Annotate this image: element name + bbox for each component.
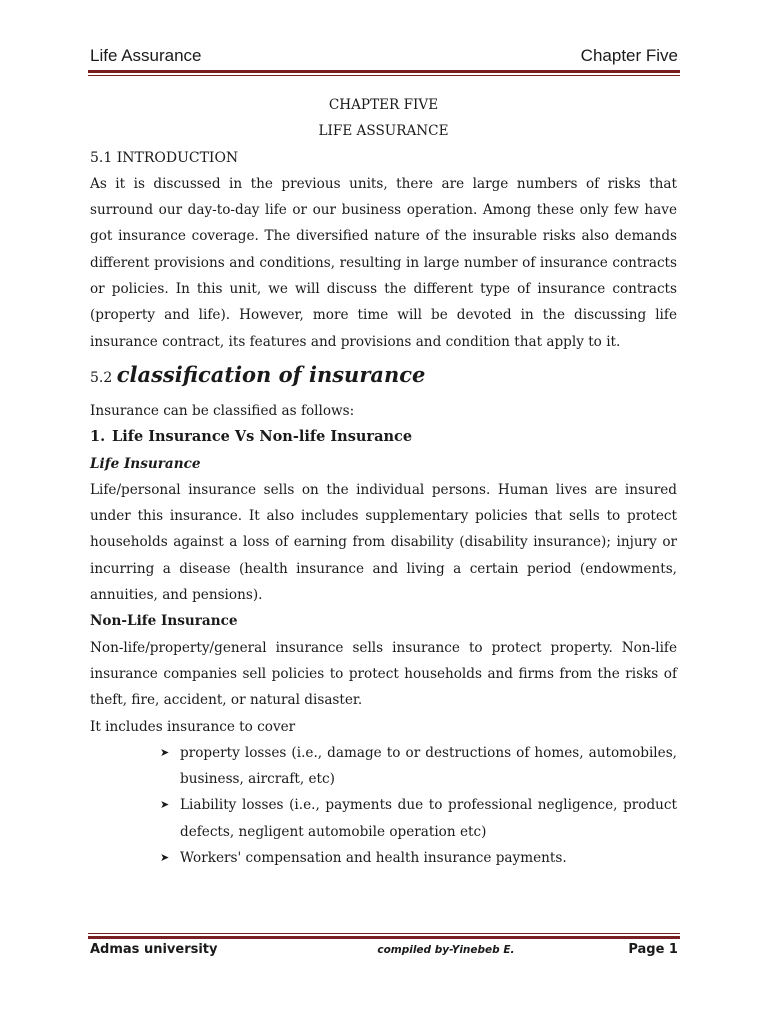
life-insurance-heading: Life Insurance: [90, 455, 201, 472]
life-insurance-paragraph: Life/personal insurance sells on the individual persons. Human lives are insured under this insurance. It also includes supplementary policies that sells to protect households against a loss of earning from disability (disability insurance); injury or incurring a disease (health insurance and living a certain period (endowments, annuities, and pensions).: [90, 481, 677, 604]
page-header: [90, 46, 678, 66]
chapter-number: CHAPTER FIVE: [328, 97, 439, 113]
page-footer: [90, 942, 678, 957]
list-item: ➤ Liability losses (i.e., payments due to professional negligence, product defects, negligent automobile operation etc): [160, 792, 677, 845]
covers-lead: It includes insurance to cover: [90, 718, 296, 735]
subsection-heading: [90, 424, 677, 450]
non-life-insurance-paragraph: Non-life/property/general insurance sells insurance to protect property. Non-life insurance companies sell policies to protect households and firms from the risks of theft, fire, accident, or natural disaster.: [90, 639, 677, 709]
section-heading: [90, 359, 677, 394]
intro-paragraph: As it is discussed in the previous units, there are large numbers of risks that surround our day-to-day life or our business operation. Among these only few have got insurance coverage. The diversified nature of the insurable risks also demands different provisions and conditions, resulting in large number of insurance contracts or policies. In this unit, we will discuss the different type of insurance contracts (property and life). However, more time will be devoted in the discussing life insurance contract, its features and provisions and condition that apply to it.: [90, 175, 677, 350]
footer-left: Admas university: [90, 942, 218, 957]
list-item: ➤ property losses (i.e., damage to or destructions of homes, automobiles, business, aircraft, etc): [160, 740, 677, 793]
arrow-bullet-icon: ➤: [160, 745, 170, 759]
footer-middle: compiled by-Yinebeb E.: [377, 943, 515, 956]
coverage-list: [160, 740, 677, 871]
arrow-bullet-icon: ➤: [160, 851, 170, 865]
page-content: [90, 92, 677, 871]
subsection-title: Life Insurance Vs Non-life Insurance: [112, 428, 413, 446]
classification-lead: Insurance can be classified as follows:: [90, 402, 355, 419]
header-rule-thin: [88, 75, 680, 76]
subsection-number: 1.: [90, 428, 106, 446]
intro-heading: 5.1 INTRODUCTION: [90, 149, 239, 166]
header-left: Life Assurance: [90, 46, 202, 65]
arrow-bullet-icon: ➤: [160, 798, 170, 812]
page-number: Page 1: [628, 942, 678, 957]
header-rule-thick: [88, 70, 680, 73]
section-number: 5.2: [90, 369, 113, 386]
footer-rule-thin: [88, 933, 680, 934]
header-right: Chapter Five: [580, 46, 678, 65]
list-item: ➤ Workers' compensation and health insurance payments.: [160, 845, 677, 871]
footer-rule-thick: [88, 936, 680, 939]
chapter-title: LIFE ASSURANCE: [318, 123, 449, 140]
section-title: classification of insurance: [116, 361, 426, 387]
non-life-insurance-heading: Non-Life Insurance: [90, 613, 238, 630]
